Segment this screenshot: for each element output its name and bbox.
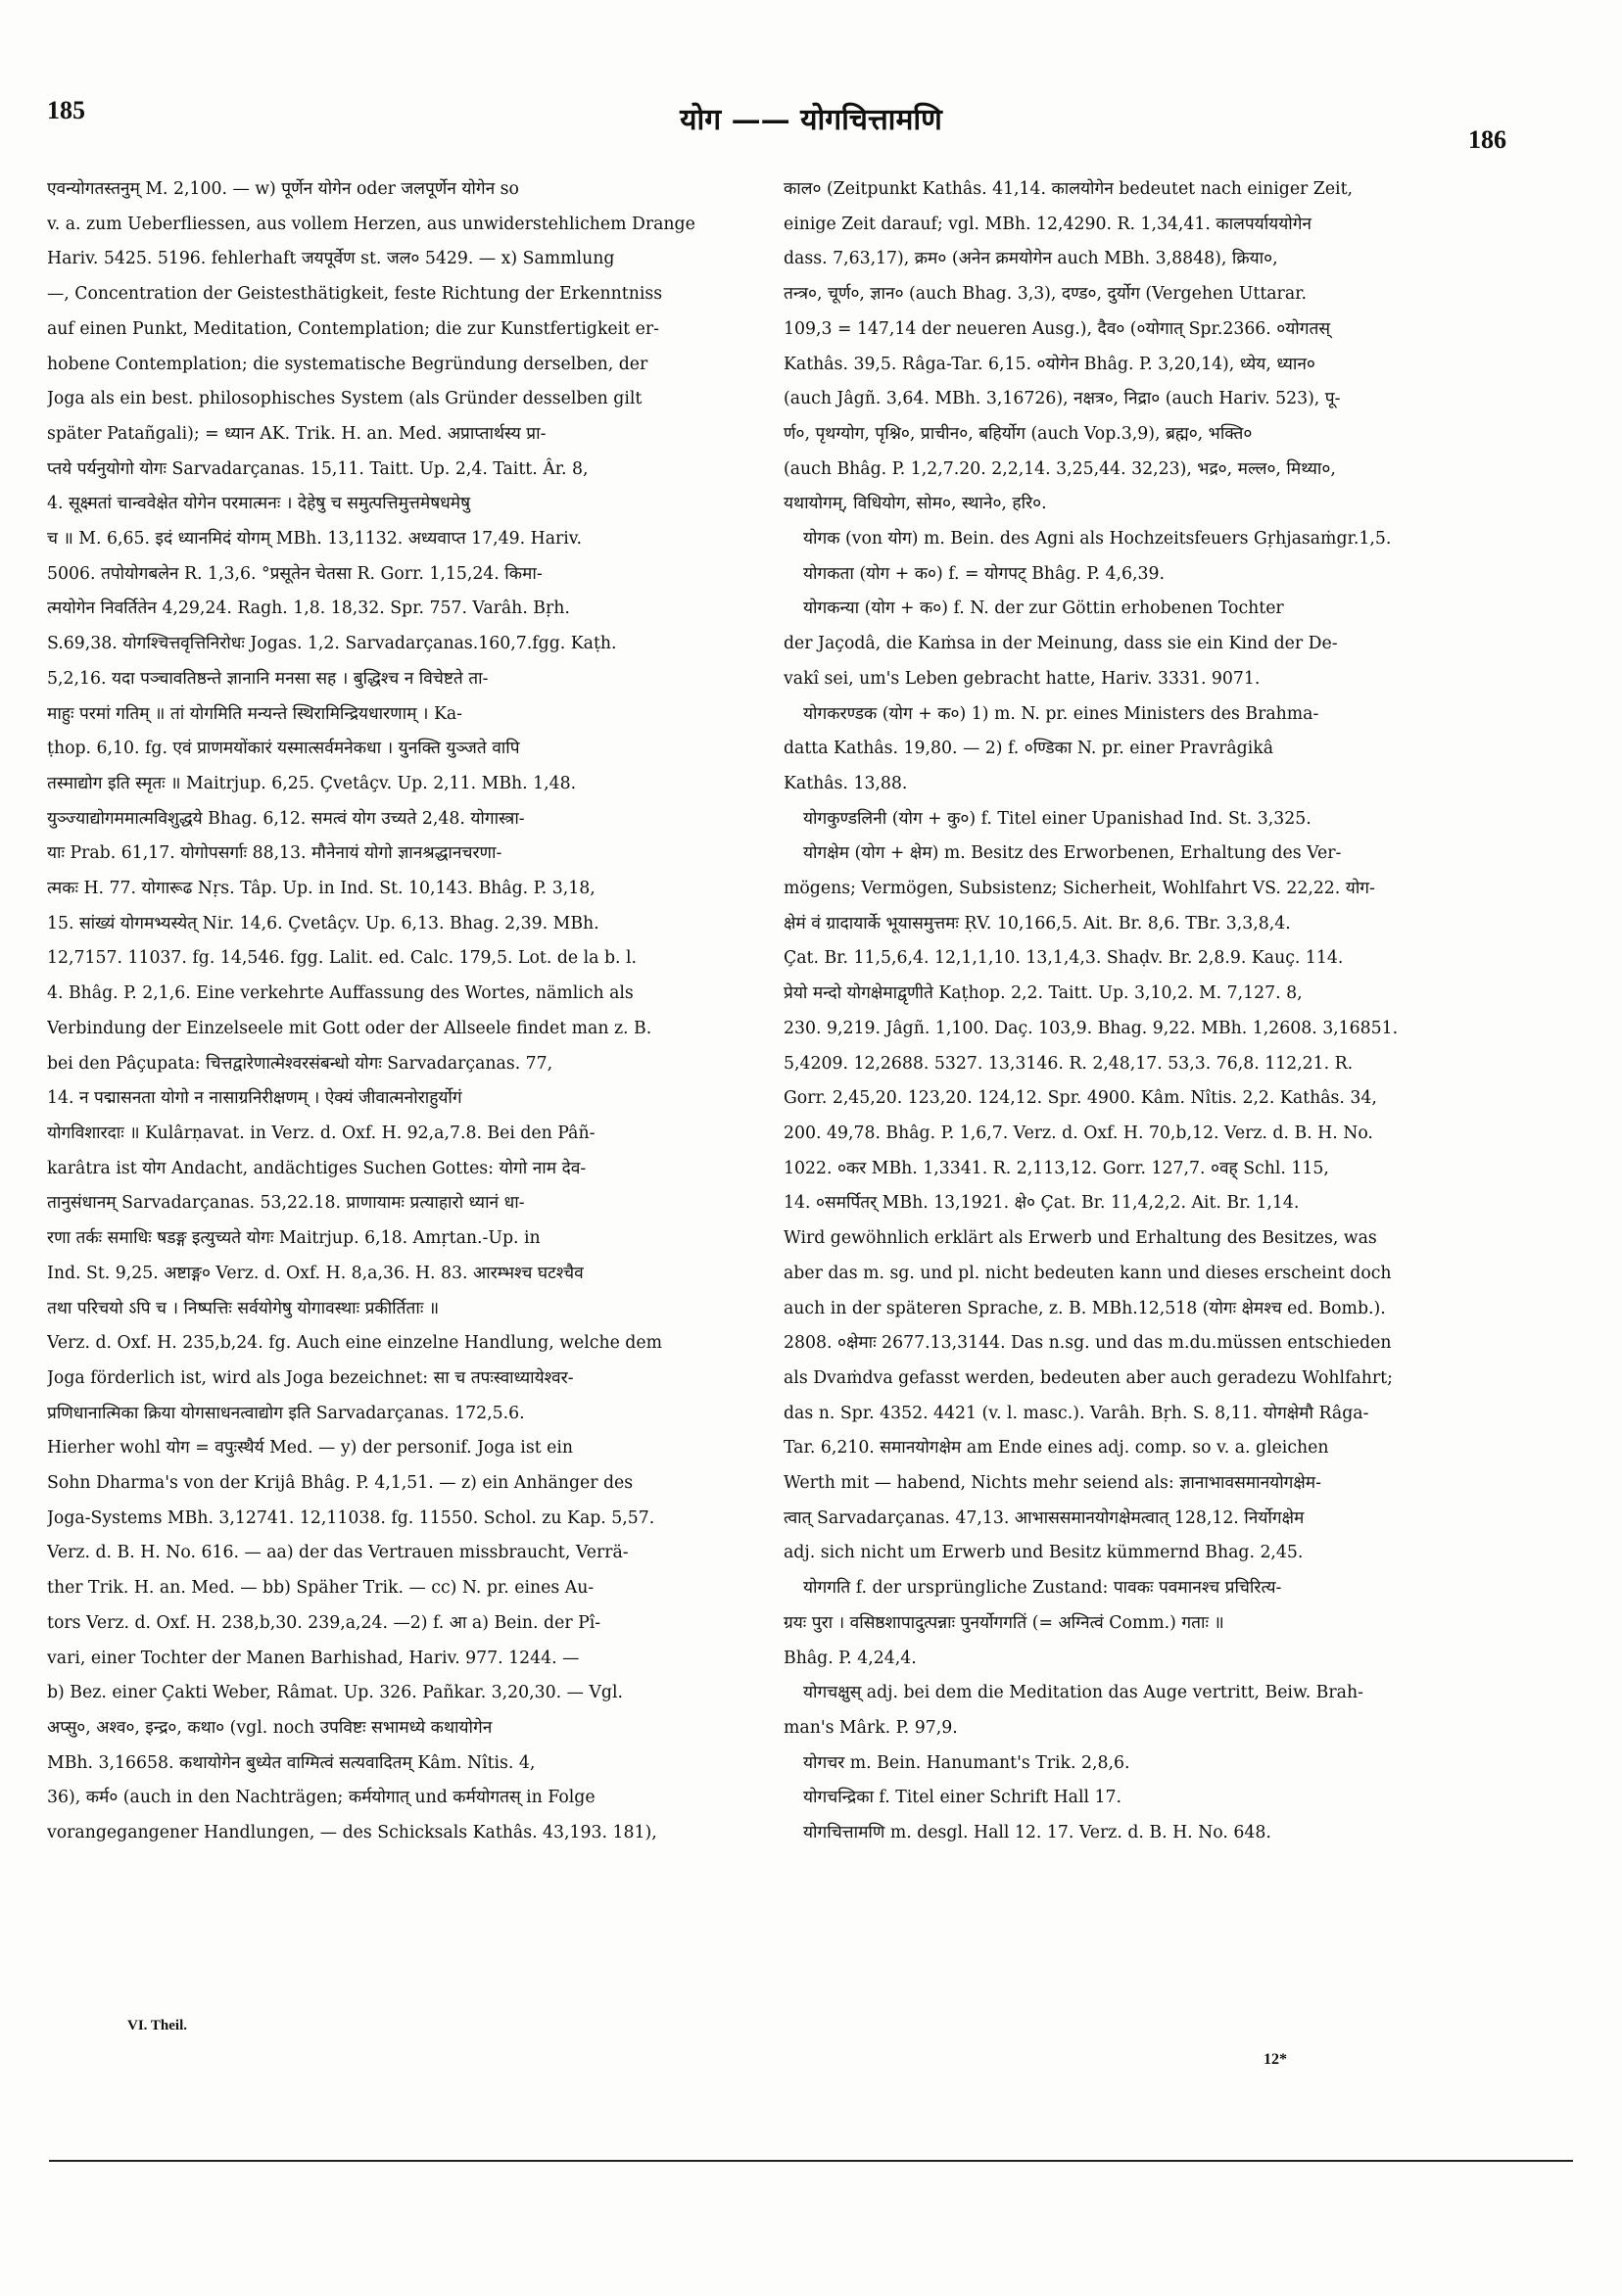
- left-column-line: b) Bez. einer Çakti Weber, Râmat. Up. 326. Pañkar. 3,20,30. — Vgl.: [47, 1683, 623, 1703]
- left-column-line: hobene Contemplation; die systematische Begründung derselben, der: [47, 354, 648, 374]
- left-column-line: Verz. d. Oxf. H. 235,b,24. fg. Auch eine einzelne Handlung, welche dem: [47, 1333, 662, 1354]
- right-column-line: auch in der späteren Sprache, z. B. MBh.12,518 (योगः क्षेमश्च ed. Bomb.).: [784, 1298, 1386, 1318]
- running-header: योग —— योगचित्तामणि: [680, 103, 942, 137]
- left-column-line: bei den Pâçupata: चित्तद्वारेणात्मेश्वरसंबन्धो योगः Sarvadarçanas. 77,: [47, 1053, 553, 1074]
- right-column-line: योगकुण्डलिनी (योग + कु०) f. Titel einer Upanishad Ind. St. 3,325.: [803, 808, 1312, 829]
- right-column-line: Çat. Br. 11,5,6,4. 12,1,1,10. 13,1,4,3. Shaḍv. Br. 2,8.9. Kauç. 114.: [784, 948, 1344, 969]
- left-column-line: vari, einer Tochter der Manen Barhishad, Hariv. 977. 1244. —: [47, 1648, 580, 1668]
- left-column-line: माहुः परमां गतिम् ॥ तां योगमिति मन्यन्ते स्थिरामिन्द्रियधारणाम् । Ka-: [47, 703, 463, 724]
- left-column-line: auf einen Punkt, Meditation, Contemplation; die zur Kunstfertigkeit er-: [47, 318, 659, 339]
- left-column-line: Joga-Systems MBh. 3,12741. 12,11038. fg. 11550. Schol. zu Kap. 5,57.: [47, 1507, 655, 1528]
- right-column-line: aber das m. sg. und pl. nicht bedeuten kann und dieses erscheint doch: [784, 1263, 1392, 1283]
- right-column-line: प्रेयो मन्दो योगक्षेमाद्वृणीते Kaṭhop. 2,2. Taitt. Up. 3,10,2. M. 7,127. 8,: [784, 983, 1303, 1004]
- left-column-line: vorangegangener Handlungen, — des Schicksals Kathâs. 43,193. 181),: [47, 1823, 657, 1843]
- left-column-line: अप्सु०, अश्व०, इन्द्र०, कथा० (vgl. noch उपविष्टः सभामध्ये कथायोगेन: [47, 1717, 493, 1738]
- left-column-line: तानुसंधानम् Sarvadarçanas. 53,22.18. प्राणायामः प्रत्याहारो ध्यानं धा-: [47, 1193, 525, 1214]
- left-column-line: युञ्ज्याद्योगममात्मविशुद्धये Bhag. 6,12. समत्वं योग उच्यते 2,48. योगास्त्रा-: [47, 808, 525, 829]
- right-column-line: das n. Spr. 4352. 4421 (v. l. masc.). Varâh. Bṛh. S. 8,11. योगक्षेमौ Râga-: [784, 1403, 1369, 1423]
- right-column-line: Kathâs. 39,5. Râga-Tar. 6,15. ०योगेन Bhâg. P. 3,20,14), ध्येय, ध्यान०: [784, 354, 1315, 374]
- left-column-line: Hariv. 5425. 5196. fehlerhaft जयपूर्वेण st. जल० 5429. — x) Sammlung: [47, 249, 615, 269]
- right-column-line: der Jaçodâ, die Kaṁsa in der Meinung, dass sie ein Kind der De-: [784, 634, 1338, 654]
- right-column-line: यथायोगम्, विधियोग, सोम०, स्थाने०, हरि०.: [784, 494, 1047, 514]
- left-column-line: 5,2,16. यदा पञ्चावतिष्ठन्ते ज्ञानानि मनसा सह । बुद्धिश्च न विचेष्टते ता-: [47, 668, 489, 689]
- left-column-line: रणा तर्कः समाधिः षडङ्ग इत्युच्यते योगः Maitrjup. 6,18. Amṛtan.-Up. in: [47, 1228, 541, 1249]
- right-column-line: 14. ०समर्पितर् MBh. 13,1921. क्षे० Çat. Br. 11,4,2,2. Ait. Br. 1,14.: [784, 1193, 1300, 1214]
- left-column-line: 15. सांख्यं योगमभ्यस्येत् Nir. 14,6. Çvetâçv. Up. 6,13. Bhag. 2,39. MBh.: [47, 913, 599, 933]
- left-column-line: karâtra ist योग Andacht, andächtiges Suchen Gottes: योगो नाम देव-: [47, 1158, 587, 1178]
- right-column-line: man's Mârk. P. 97,9.: [784, 1717, 958, 1738]
- right-column-line: (auch Bhâg. P. 1,2,7.20. 2,2,14. 3,25,44. 32,23), भद्र०, मल्ल०, मिथ्या०,: [784, 458, 1336, 479]
- right-column-line: 2808. ०क्षेमाः 2677.13,3144. Das n.sg. und das m.du.müssen entschieden: [784, 1333, 1392, 1354]
- right-column-line: योगचन्द्रिका f. Titel einer Schrift Hall 17.: [803, 1788, 1121, 1808]
- right-column-line: योगचक्षुस् adj. bei dem die Meditation das Auge vertritt, Beiw. Brah-: [803, 1683, 1363, 1703]
- right-column-line: काल० (Zeitpunkt Kathâs. 41,14. कालयोगेन bedeutet nach einiger Zeit,: [784, 179, 1354, 199]
- right-column-line: 109,3 = 147,14 der neueren Ausg.), दैव० (०योगात् Spr.2366. ०योगतस्: [784, 318, 1331, 339]
- right-column-line: Kathâs. 13,88.: [784, 773, 908, 793]
- left-column-line: v. a. zum Ueberfliessen, aus vollem Herzen, aus unwiderstehlichem Drange: [47, 214, 695, 234]
- right-column-line: तन्त्र०, चूर्ण०, ज्ञान० (auch Bhag. 3,3), दण्ड०, दुर्योग (Vergehen Uttarar.: [784, 284, 1307, 305]
- left-column-line: MBh. 3,16658. कथायोगेन बुध्येत वाग्मित्वं सत्यवादितम् Kâm. Nîtis. 4,: [47, 1752, 536, 1773]
- right-column-line: Werth mit — habend, Nichts mehr seiend als: ज्ञानाभावसमानयोगक्षेम-: [784, 1473, 1321, 1494]
- right-column-line: einige Zeit darauf; vgl. MBh. 12,4290. R. 1,34,41. कालपर्याययोगेन: [784, 214, 1312, 234]
- right-column-line: ग्रयः पुरा । वसिष्ठशापादुत्पन्नाः पुनर्योगगतिं (= अग्नित्वं Comm.) गताः ॥: [784, 1612, 1224, 1633]
- right-column-line: adj. sich nicht um Erwerb und Besitz kümmernd Bhag. 2,45.: [784, 1543, 1304, 1563]
- right-column-line: 230. 9,219. Jâgñ. 1,100. Daç. 103,9. Bhag. 9,22. MBh. 1,2608. 3,16851.: [784, 1018, 1399, 1038]
- right-column-line: योगक (von योग) m. Bein. des Agni als Hochzeitsfeuers Gṛhjasaṁgr.1,5.: [803, 529, 1392, 550]
- volume-label: VI. Theil.: [127, 2018, 187, 2033]
- right-column-line: क्षेमं वं ग्रादायार्के भूयासमुत्तमः ṚV. 10,166,5. Ait. Br. 8,6. TBr. 3,3,8,4.: [784, 913, 1291, 933]
- left-column-line: Sohn Dharma's von der Krijâ Bhâg. P. 4,1,51. — z) ein Anhänger des: [47, 1473, 634, 1494]
- left-column-line: 36), कर्म० (auch in den Nachträgen; कर्मयोगात् und कर्मयोगतस् in Folge: [47, 1788, 596, 1808]
- left-column-line: 5006. तपोयोगबलेन R. 1,3,6. °प्रसूतेन चेतसा R. Gorr. 1,15,24. किमा-: [47, 563, 543, 584]
- left-column-line: —, Concentration der Geistesthätigkeit, feste Richtung der Erkenntniss: [47, 284, 663, 305]
- left-column-line: Joga als ein best. philosophisches System (als Gründer desselben gilt: [47, 389, 643, 409]
- right-column-line: vakî sei, um's Leben gebracht hatte, Hariv. 3331. 9071.: [784, 668, 1261, 689]
- left-column-line: Verbindung der Einzelseele mit Gott oder der Allseele findet man z. B.: [47, 1018, 652, 1038]
- left-column-line: च ॥ M. 6,65. इदं ध्यानमिदं योगम् MBh. 13,1132. अध्यवाप्त 17,49. Hariv.: [47, 529, 582, 550]
- left-column-line: तस्माद्योग इति स्मृतः ॥ Maitrjup. 6,25. Çvetâçv. Up. 2,11. MBh. 1,48.: [47, 773, 577, 793]
- right-column-line: 200. 49,78. Bhâg. P. 1,6,7. Verz. d. Oxf. H. 70,b,12. Verz. d. B. H. No.: [784, 1123, 1373, 1143]
- right-column-line: 1022. ०कर MBh. 1,3341. R. 2,113,12. Gorr. 127,7. ०वह् Schl. 115,: [784, 1158, 1329, 1178]
- left-column-line: तथा परिचयो ऽपि च । निष्पत्तिः सर्वयोगेषु योगावस्थाः प्रकीर्तिताः ॥: [47, 1298, 440, 1318]
- right-column-line: योगकन्या (योग + क०) f. N. der zur Göttin erhobenen Tochter: [803, 598, 1284, 619]
- left-column: [47, 172, 770, 1851]
- left-column-line: später Patañgali); = ध्यान AK. Trik. H. an. Med. अप्राप्तार्थस्य प्रा-: [47, 423, 547, 444]
- left-column-line: Joga förderlich ist, wird als Joga bezeichnet: सा च तपःस्वाध्यायेश्वर-: [47, 1367, 574, 1388]
- right-column-line: योगचित्तामणि m. desgl. Hall 12. 17. Verz. d. B. H. No. 648.: [803, 1823, 1271, 1843]
- left-column-line: प्रणिधानात्मिका क्रिया योगसाधनत्वाद्योग इति Sarvadarçanas. 172,5.6.: [47, 1403, 525, 1423]
- left-column-line: 4. सूक्ष्मतां चान्ववेक्षेत योगेन परमात्मनः । देहेषु च समुत्पत्तिमुत्तमेषधमेषु: [47, 494, 471, 514]
- right-column-line: योगचर m. Bein. Hanumant's Trik. 2,8,6.: [803, 1752, 1130, 1773]
- right-column-line: dass. 7,63,17), क्रम० (अनेन क्रमयोगेन auch MBh. 3,8848), क्रिया०,: [784, 249, 1278, 269]
- right-column-line: 5,4209. 12,2688. 5327. 13,3146. R. 2,48,17. 53,3. 76,8. 112,21. R.: [784, 1053, 1354, 1074]
- left-column-line: ṭhop. 6,10. fg. एवं प्राणमयोंकारं यस्मात्सर्वमनेकधा । युनक्ति युञ्जते वापि: [47, 739, 520, 759]
- right-column-line: Gorr. 2,45,20. 123,20. 124,12. Spr. 4900. Kâm. Nîtis. 2,2. Kathâs. 34,: [784, 1088, 1377, 1109]
- left-column-line: एवन्योगतस्तनुम् M. 2,100. — w) पूर्णेन योगेन oder जलपूर्णेन योगेन so: [47, 179, 519, 199]
- right-column-line: datta Kathâs. 19,80. — 2) f. ०ण्डिका N. pr. einer Pravrâgikâ: [784, 739, 1274, 759]
- bottom-rule: [49, 2160, 1573, 2162]
- right-column-line: र्ण०, पृथग्योग, पृश्नि०, प्राचीन०, बहिर्योग (auch Vop.3,9), ब्रह्म०, भक्ति०: [784, 423, 1253, 444]
- right-column-line: mögens; Vermögen, Subsistenz; Sicherheit, Wohlfahrt VS. 22,22. योग-: [784, 879, 1375, 899]
- page-number-left: 185: [47, 96, 85, 124]
- left-column-line: 12,7157. 11037. fg. 14,546. fgg. Lalit. ed. Calc. 179,5. Lot. de la b. l.: [47, 948, 638, 969]
- page-number-right: 186: [1468, 125, 1506, 154]
- right-column-line: त्वात् Sarvadarçanas. 47,13. आभाससमानयोगक्षेमत्वात् 128,12. निर्योगक्षेम: [784, 1507, 1305, 1528]
- right-column-line: als Dvaṁdva gefasst werden, bedeuten aber auch geradezu Wohlfahrt;: [784, 1367, 1393, 1388]
- right-column: [784, 172, 1508, 1851]
- right-column-line: (auch Jâgñ. 3,64. MBh. 3,16726), नक्षत्र०, निद्रा० (auch Hariv. 523), पू-: [784, 389, 1341, 409]
- left-column-line: 14. न पद्मासनता योगो न नासाग्रनिरीक्षणम् । ऐक्यं जीवात्मनोराहुर्योगं: [47, 1088, 462, 1109]
- left-column-line: प्तये पर्यनुयोगो योगः Sarvadarçanas. 15,11. Taitt. Up. 2,4. Taitt. Âr. 8,: [47, 458, 589, 479]
- right-column-line: योगकता (योग + क०) f. = योगपट् Bhâg. P. 4,6,39.: [803, 563, 1165, 584]
- right-column-line: योगगति f. der ursprüngliche Zustand: पावकः पवमानश्च प्रचिरित्य-: [803, 1578, 1282, 1599]
- right-column-line: Tar. 6,210. समानयोगक्षेम am Ende eines adj. comp. so v. a. gleichen: [784, 1438, 1329, 1459]
- left-column-line: त्मकः H. 77. योगारूढ Nṛs. Tâp. Up. in Ind. St. 10,143. Bhâg. P. 3,18,: [47, 879, 596, 899]
- signature-mark: 12*: [1264, 2051, 1287, 2068]
- left-column-line: 4. Bhâg. P. 2,1,6. Eine verkehrte Auffassung des Wortes, nämlich als: [47, 983, 634, 1004]
- left-column-line: Ind. St. 9,25. अष्टाङ्ग० Verz. d. Oxf. H. 8,a,36. H. 83. आरम्भश्च घटश्चैव: [47, 1263, 584, 1283]
- left-column-line: Verz. d. B. H. No. 616. — aa) der das Vertrauen missbraucht, Verrä-: [47, 1543, 629, 1563]
- left-column-line: S.69,38. योगश्चित्तवृत्तिनिरोधः Jogas. 1,2. Sarvadarçanas.160,7.fgg. Kaṭh.: [47, 634, 617, 654]
- right-column-line: योगकरण्डक (योग + क०) 1) m. N. pr. eines Ministers des Brahma-: [803, 703, 1319, 724]
- left-column-line: योगविशारदाः ॥ Kulârṇavat. in Verz. d. Oxf. H. 92,a,7.8. Bei den Pâñ-: [47, 1123, 596, 1143]
- left-column-line: त्मयोगेन निवर्तितेन 4,29,24. Ragh. 1,8. 18,32. Spr. 757. Varâh. Bṛh.: [47, 598, 570, 619]
- left-column-line: याः Prab. 61,17. योगोपसर्गाः 88,13. मौनेनायं योगो ज्ञानश्रद्धानचरणा-: [47, 843, 502, 864]
- left-column-line: tors Verz. d. Oxf. H. 238,b,30. 239,a,24. —2) f. आ a) Bein. der Pî-: [47, 1612, 601, 1633]
- right-column-line: Wird gewöhnlich erklärt als Erwerb und Erhaltung des Besitzes, was: [784, 1228, 1377, 1249]
- left-column-line: Hierher wohl योग = वपुःस्थैर्य Med. — y) der personif. Joga ist ein: [47, 1438, 574, 1459]
- right-column-line: योगक्षेम (योग + क्षेम) m. Besitz des Erworbenen, Erhaltung des Ver-: [803, 843, 1342, 864]
- right-column-line: Bhâg. P. 4,24,4.: [784, 1648, 917, 1668]
- left-column-line: ther Trik. H. an. Med. — bb) Späher Trik. — cc) N. pr. eines Au-: [47, 1578, 595, 1599]
